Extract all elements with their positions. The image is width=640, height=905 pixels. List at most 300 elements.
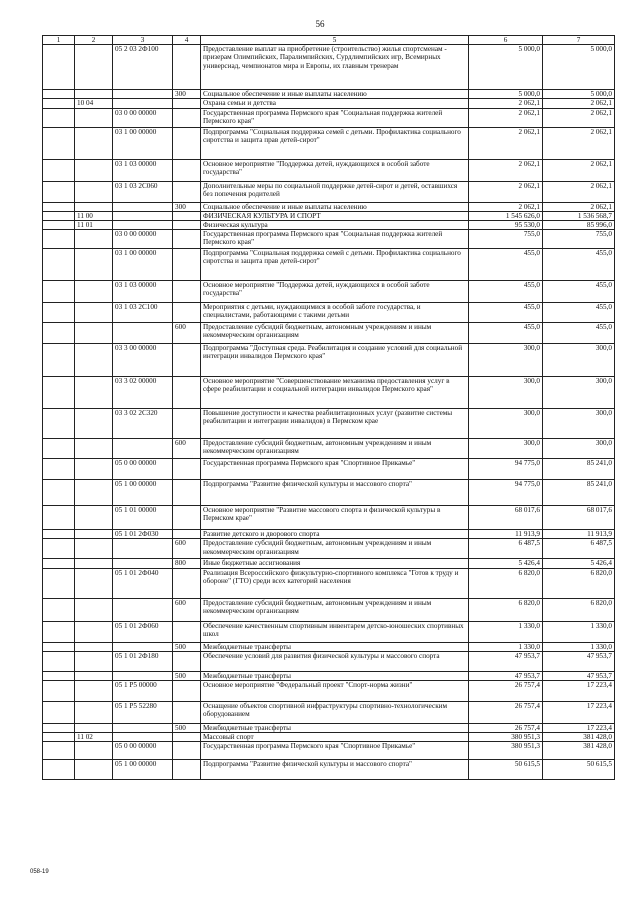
subsection-code-cell (75, 559, 113, 568)
section-cell (43, 671, 75, 680)
target-article-cell: 05 0 00 00000 (113, 459, 173, 480)
target-article-cell: 05 1 00 00000 (113, 480, 173, 506)
amount-2020-cell: 2 062,1 (469, 181, 543, 202)
table-row (43, 681, 615, 702)
amount-2020-cell: 5 000,0 (469, 45, 543, 90)
table-row (43, 344, 615, 377)
target-article-cell: 05 1 01 2Ф060 (113, 621, 173, 642)
target-article-cell: 03 1 03 2С060 (113, 181, 173, 202)
expense-type-cell: 600 (173, 539, 201, 559)
item-name-cell: Государственная программа Пермского края "Спортивное Прикамье" (201, 459, 469, 480)
subsection-code-cell (75, 480, 113, 506)
expense-type-cell: 600 (173, 323, 201, 344)
amount-2021-cell: 2 062,1 (543, 181, 615, 202)
target-article-cell (113, 211, 173, 220)
expense-type-cell (173, 281, 201, 303)
item-name-cell: Охрана семьи и детства (201, 99, 469, 108)
expense-type-cell (173, 221, 201, 230)
section-cell (43, 459, 75, 480)
section-cell (43, 45, 75, 90)
section-cell (43, 733, 75, 742)
amount-2020-cell: 2 062,1 (469, 99, 543, 108)
table-row (43, 439, 615, 459)
item-name-cell: Подпрограмма "Развитие физической культуры и массового спорта" (201, 760, 469, 780)
section-cell (43, 568, 75, 598)
item-name-cell: Иные бюджетные ассигнования (201, 559, 469, 568)
expense-type-cell (173, 409, 201, 439)
target-article-cell (113, 724, 173, 733)
column-header: 2 (75, 36, 113, 45)
table-row (43, 651, 615, 671)
amount-2020-cell: 5 426,4 (469, 559, 543, 568)
table-row (43, 221, 615, 230)
table-row (43, 760, 615, 780)
target-article-cell (113, 99, 173, 108)
amount-2020-cell: 68 017,6 (469, 506, 543, 530)
section-cell (43, 159, 75, 181)
column-header: 6 (469, 36, 543, 45)
subsection-code-cell (75, 281, 113, 303)
item-name-cell: Обеспечение условий для развития физической культуры и массового спорта (201, 651, 469, 671)
item-name-cell: Основное мероприятие "Совершенствование механизма предоставления услуг в сфере реабилитации и социальной интеграции инвалидов Пермского края" (201, 377, 469, 409)
subsection-code-cell (75, 568, 113, 598)
table-row (43, 459, 615, 480)
table-row (43, 530, 615, 539)
target-article-cell (113, 559, 173, 568)
subsection-code-cell (75, 323, 113, 344)
item-name-cell: Государственная программа Пермского края "Социальная поддержка жителей Пермского края" (201, 108, 469, 127)
amount-2021-cell: 6 820,0 (543, 598, 615, 621)
item-name-cell: Социальное обеспечение и иные выплаты населению (201, 90, 469, 99)
table-row (43, 323, 615, 344)
target-article-cell (113, 90, 173, 99)
target-article-cell (113, 539, 173, 559)
item-name-cell: ФИЗИЧЕСКАЯ КУЛЬТУРА И СПОРТ (201, 211, 469, 220)
expense-type-cell (173, 506, 201, 530)
amount-2020-cell: 1 330,0 (469, 642, 543, 651)
section-cell (43, 439, 75, 459)
table-row (43, 702, 615, 724)
subsection-code-cell (75, 681, 113, 702)
amount-2020-cell: 47 953,7 (469, 651, 543, 671)
section-cell (43, 127, 75, 159)
subsection-code-cell (75, 506, 113, 530)
section-cell (43, 681, 75, 702)
expense-type-cell (173, 344, 201, 377)
amount-2021-cell: 85 996,0 (543, 221, 615, 230)
item-name-cell: Дополнительные меры по социальной поддержке детей-сирот и детей, оставшихся без попечения родителей (201, 181, 469, 202)
amount-2021-cell: 455,0 (543, 323, 615, 344)
target-article-cell: 03 1 00 00000 (113, 127, 173, 159)
item-name-cell: Предоставление субсидий бюджетным, автономным учреждениям и иным некоммерческим организациям (201, 598, 469, 621)
subsection-code-cell: 10 04 (75, 99, 113, 108)
amount-2020-cell: 6 820,0 (469, 598, 543, 621)
target-article-cell: 03 3 02 00000 (113, 377, 173, 409)
section-cell (43, 108, 75, 127)
section-cell (43, 323, 75, 344)
amount-2020-cell: 6 820,0 (469, 568, 543, 598)
target-article-cell (113, 733, 173, 742)
table-row (43, 230, 615, 249)
column-header-row (43, 36, 615, 45)
subsection-code-cell (75, 651, 113, 671)
amount-2021-cell: 85 241,0 (543, 480, 615, 506)
section-cell (43, 221, 75, 230)
amount-2021-cell: 300,0 (543, 377, 615, 409)
target-article-cell: 05 0 00 00000 (113, 742, 173, 760)
table-row (43, 621, 615, 642)
subsection-code-cell (75, 760, 113, 780)
amount-2020-cell: 94 775,0 (469, 480, 543, 506)
amount-2021-cell: 17 223,4 (543, 724, 615, 733)
amount-2020-cell: 5 000,0 (469, 90, 543, 99)
section-cell (43, 651, 75, 671)
table-row (43, 568, 615, 598)
expense-type-cell (173, 211, 201, 220)
amount-2020-cell: 300,0 (469, 409, 543, 439)
amount-2021-cell: 50 615,5 (543, 760, 615, 780)
expense-type-cell: 600 (173, 598, 201, 621)
amount-2020-cell: 1 545 626,0 (469, 211, 543, 220)
section-cell (43, 303, 75, 323)
section-cell (43, 344, 75, 377)
table-row (43, 671, 615, 680)
subsection-code-cell (75, 181, 113, 202)
item-name-cell: Подпрограмма "Развитие физической культуры и массового спорта" (201, 480, 469, 506)
expense-type-cell (173, 303, 201, 323)
amount-2020-cell: 300,0 (469, 377, 543, 409)
target-article-cell (113, 598, 173, 621)
target-article-cell: 05 1 01 2Ф180 (113, 651, 173, 671)
item-name-cell: Подпрограмма "Социальная поддержка семей с детьми. Профилактика социального сиротства и защита прав детей-сирот" (201, 127, 469, 159)
target-article-cell (113, 439, 173, 459)
amount-2020-cell: 2 062,1 (469, 202, 543, 211)
amount-2020-cell: 455,0 (469, 303, 543, 323)
subsection-code-cell: 11 00 (75, 211, 113, 220)
target-article-cell: 05 2 03 2Ф100 (113, 45, 173, 90)
target-article-cell: 05 1 01 2Ф030 (113, 530, 173, 539)
item-name-cell: Государственная программа Пермского края "Спортивное Прикамье" (201, 742, 469, 760)
target-article-cell: 05 1 P5 52280 (113, 702, 173, 724)
expense-type-cell: 600 (173, 439, 201, 459)
expense-type-cell (173, 733, 201, 742)
table-row (43, 181, 615, 202)
amount-2021-cell: 2 062,1 (543, 202, 615, 211)
amount-2021-cell: 300,0 (543, 409, 615, 439)
subsection-code-cell: 11 01 (75, 221, 113, 230)
footer-code: 058-19 (30, 869, 49, 875)
item-name-cell: Повышение доступности и качества реабилитационных услуг (развитие системы реабилитации и интеграции инвалидов) в Пермском крае (201, 409, 469, 439)
expense-type-cell (173, 760, 201, 780)
target-article-cell: 03 1 03 00000 (113, 159, 173, 181)
target-article-cell (113, 221, 173, 230)
subsection-code-cell (75, 230, 113, 249)
item-name-cell: Обеспечение качественным спортивным инвентарем детско-юношеских спортивных школ (201, 621, 469, 642)
subsection-code-cell (75, 303, 113, 323)
subsection-code-cell (75, 377, 113, 409)
section-cell (43, 742, 75, 760)
table-row (43, 99, 615, 108)
item-name-cell: Реализация Всероссийского физкультурно-спортивного комплекса "Готов к труду и обороне" (ГТО) среди всех категорий населения (201, 568, 469, 598)
item-name-cell: Межбюджетные трансферты (201, 642, 469, 651)
subsection-code-cell (75, 671, 113, 680)
expense-type-cell (173, 621, 201, 642)
section-cell (43, 281, 75, 303)
column-header: 5 (201, 36, 469, 45)
section-cell (43, 559, 75, 568)
amount-2021-cell: 300,0 (543, 439, 615, 459)
expense-type-cell (173, 377, 201, 409)
amount-2021-cell: 755,0 (543, 230, 615, 249)
amount-2020-cell: 26 757,4 (469, 702, 543, 724)
budget-table (42, 35, 615, 780)
item-name-cell: Межбюджетные трансферты (201, 671, 469, 680)
target-article-cell: 03 3 00 00000 (113, 344, 173, 377)
target-article-cell: 05 1 P5 00000 (113, 681, 173, 702)
section-cell (43, 230, 75, 249)
column-header: 1 (43, 36, 75, 45)
amount-2020-cell: 1 330,0 (469, 621, 543, 642)
amount-2020-cell: 300,0 (469, 344, 543, 377)
subsection-code-cell (75, 159, 113, 181)
subsection-code-cell (75, 598, 113, 621)
expense-type-cell (173, 480, 201, 506)
section-cell (43, 724, 75, 733)
subsection-code-cell (75, 202, 113, 211)
amount-2021-cell: 5 000,0 (543, 90, 615, 99)
item-name-cell: Основное мероприятие "Поддержка детей, нуждающихся в особой заботе государства" (201, 281, 469, 303)
amount-2021-cell: 455,0 (543, 281, 615, 303)
amount-2021-cell: 47 953,7 (543, 671, 615, 680)
subsection-code-cell (75, 108, 113, 127)
target-article-cell: 03 1 03 00000 (113, 281, 173, 303)
item-name-cell: Оснащение объектов спортивной инфраструктуры спортивно-технологическим оборудованием (201, 702, 469, 724)
section-cell (43, 211, 75, 220)
item-name-cell: Основное мероприятие "Поддержка детей, нуждающихся в особой заботе государства" (201, 159, 469, 181)
amount-2021-cell: 300,0 (543, 344, 615, 377)
expense-type-cell (173, 651, 201, 671)
target-article-cell: 05 1 01 00000 (113, 506, 173, 530)
expense-type-cell (173, 742, 201, 760)
page-number: 56 (315, 19, 325, 29)
table-row (43, 90, 615, 99)
table-row (43, 377, 615, 409)
amount-2020-cell: 26 757,4 (469, 724, 543, 733)
amount-2021-cell: 47 953,7 (543, 651, 615, 671)
table-row (43, 724, 615, 733)
amount-2021-cell: 2 062,1 (543, 127, 615, 159)
subsection-code-cell (75, 702, 113, 724)
table-row (43, 281, 615, 303)
section-cell (43, 409, 75, 439)
item-name-cell: Подпрограмма "Социальная поддержка семей с детьми. Профилактика социального сиротства и защита прав детей-сирот" (201, 249, 469, 281)
amount-2020-cell: 11 913,9 (469, 530, 543, 539)
table-row (43, 249, 615, 281)
expense-type-cell (173, 568, 201, 598)
subsection-code-cell (75, 724, 113, 733)
amount-2020-cell: 47 953,7 (469, 671, 543, 680)
amount-2021-cell: 2 062,1 (543, 159, 615, 181)
item-name-cell: Подпрограмма "Доступная среда. Реабилитация и создание условий для социальной интеграции инвалидов Пермского края" (201, 344, 469, 377)
subsection-code-cell (75, 742, 113, 760)
amount-2020-cell: 455,0 (469, 249, 543, 281)
table-row (43, 409, 615, 439)
section-cell (43, 249, 75, 281)
amount-2020-cell: 2 062,1 (469, 159, 543, 181)
amount-2020-cell: 94 775,0 (469, 459, 543, 480)
amount-2021-cell: 17 223,4 (543, 702, 615, 724)
amount-2020-cell: 2 062,1 (469, 108, 543, 127)
item-name-cell: Предоставление субсидий бюджетным, автономным учреждениям и иным некоммерческим организациям (201, 539, 469, 559)
subsection-code-cell (75, 530, 113, 539)
amount-2021-cell: 6 820,0 (543, 568, 615, 598)
section-cell (43, 760, 75, 780)
item-name-cell: Предоставление субсидий бюджетным, автономным учреждениям и иным некоммерческим организациям (201, 439, 469, 459)
expense-type-cell (173, 99, 201, 108)
subsection-code-cell (75, 127, 113, 159)
expense-type-cell (173, 108, 201, 127)
amount-2021-cell: 381 428,0 (543, 733, 615, 742)
expense-type-cell: 500 (173, 642, 201, 651)
target-article-cell: 05 1 00 00000 (113, 760, 173, 780)
expense-type-cell (173, 702, 201, 724)
table-row (43, 742, 615, 760)
amount-2020-cell: 2 062,1 (469, 127, 543, 159)
amount-2021-cell: 1 330,0 (543, 642, 615, 651)
amount-2020-cell: 300,0 (469, 439, 543, 459)
item-name-cell: Мероприятия с детьми, нуждающимися в особой заботе государства, и специалистами, работающими с такими детьми (201, 303, 469, 323)
amount-2021-cell: 1 536 568,7 (543, 211, 615, 220)
amount-2021-cell: 381 428,0 (543, 742, 615, 760)
section-cell (43, 90, 75, 99)
expense-type-cell (173, 530, 201, 539)
amount-2021-cell: 68 017,6 (543, 506, 615, 530)
target-article-cell (113, 323, 173, 344)
amount-2020-cell: 755,0 (469, 230, 543, 249)
amount-2020-cell: 380 951,3 (469, 742, 543, 760)
item-name-cell: Предоставление субсидий бюджетным, автономным учреждениям и иным некоммерческим организациям (201, 323, 469, 344)
expense-type-cell (173, 127, 201, 159)
section-cell (43, 506, 75, 530)
target-article-cell: 03 0 00 00000 (113, 230, 173, 249)
subsection-code-cell (75, 409, 113, 439)
table-row (43, 303, 615, 323)
table-row (43, 598, 615, 621)
table-row (43, 506, 615, 530)
item-name-cell: Развитие детского и дворового спорта (201, 530, 469, 539)
table-row (43, 559, 615, 568)
section-cell (43, 202, 75, 211)
target-article-cell (113, 642, 173, 651)
item-name-cell: Государственная программа Пермского края "Социальная поддержка жителей Пермского края" (201, 230, 469, 249)
item-name-cell: Физическая культура (201, 221, 469, 230)
item-name-cell: Основное мероприятие "Федеральный проект "Спорт-норма жизни" (201, 681, 469, 702)
amount-2021-cell: 1 330,0 (543, 621, 615, 642)
amount-2020-cell: 6 487,5 (469, 539, 543, 559)
section-cell (43, 598, 75, 621)
table-row (43, 733, 615, 742)
subsection-code-cell (75, 439, 113, 459)
table-row (43, 539, 615, 559)
amount-2021-cell: 2 062,1 (543, 108, 615, 127)
target-article-cell: 03 1 00 00000 (113, 249, 173, 281)
table-row (43, 642, 615, 651)
table-row (43, 211, 615, 220)
section-cell (43, 539, 75, 559)
amount-2020-cell: 26 757,4 (469, 681, 543, 702)
expense-type-cell: 500 (173, 671, 201, 680)
column-header: 4 (173, 36, 201, 45)
target-article-cell: 03 3 02 2С320 (113, 409, 173, 439)
expense-type-cell (173, 181, 201, 202)
table-row (43, 202, 615, 211)
subsection-code-cell (75, 539, 113, 559)
subsection-code-cell: 11 02 (75, 733, 113, 742)
target-article-cell (113, 671, 173, 680)
subsection-code-cell (75, 90, 113, 99)
amount-2021-cell: 5 426,4 (543, 559, 615, 568)
amount-2021-cell: 85 241,0 (543, 459, 615, 480)
expense-type-cell (173, 230, 201, 249)
section-cell (43, 181, 75, 202)
section-cell (43, 99, 75, 108)
subsection-code-cell (75, 642, 113, 651)
amount-2020-cell: 380 951,3 (469, 733, 543, 742)
table-row (43, 45, 615, 90)
table-row (43, 480, 615, 506)
target-article-cell: 03 0 00 00000 (113, 108, 173, 127)
expense-type-cell: 800 (173, 559, 201, 568)
expense-type-cell (173, 681, 201, 702)
column-header: 3 (113, 36, 173, 45)
subsection-code-cell (75, 621, 113, 642)
table-row (43, 108, 615, 127)
item-name-cell: Социальное обеспечение и иные выплаты населению (201, 202, 469, 211)
target-article-cell (113, 202, 173, 211)
section-cell (43, 642, 75, 651)
amount-2020-cell: 455,0 (469, 323, 543, 344)
section-cell (43, 377, 75, 409)
target-article-cell: 05 1 01 2Ф040 (113, 568, 173, 598)
expense-type-cell: 500 (173, 724, 201, 733)
amount-2020-cell: 455,0 (469, 281, 543, 303)
section-cell (43, 702, 75, 724)
table-row (43, 159, 615, 181)
section-cell (43, 621, 75, 642)
amount-2021-cell: 455,0 (543, 303, 615, 323)
item-name-cell: Межбюджетные трансферты (201, 724, 469, 733)
amount-2021-cell: 5 000,0 (543, 45, 615, 90)
expense-type-cell (173, 459, 201, 480)
section-cell (43, 480, 75, 506)
subsection-code-cell (75, 249, 113, 281)
subsection-code-cell (75, 344, 113, 377)
table-row (43, 127, 615, 159)
subsection-code-cell (75, 45, 113, 90)
amount-2020-cell: 50 615,5 (469, 760, 543, 780)
item-name-cell: Массовый спорт (201, 733, 469, 742)
amount-2021-cell: 17 223,4 (543, 681, 615, 702)
expense-type-cell: 300 (173, 90, 201, 99)
expense-type-cell (173, 249, 201, 281)
column-header: 7 (543, 36, 615, 45)
expense-type-cell (173, 45, 201, 90)
expense-type-cell: 300 (173, 202, 201, 211)
section-cell (43, 530, 75, 539)
expense-type-cell (173, 159, 201, 181)
target-article-cell: 03 1 03 2С100 (113, 303, 173, 323)
item-name-cell: Основное мероприятие "Развитие массового спорта и физической культуры в Пермском крае" (201, 506, 469, 530)
